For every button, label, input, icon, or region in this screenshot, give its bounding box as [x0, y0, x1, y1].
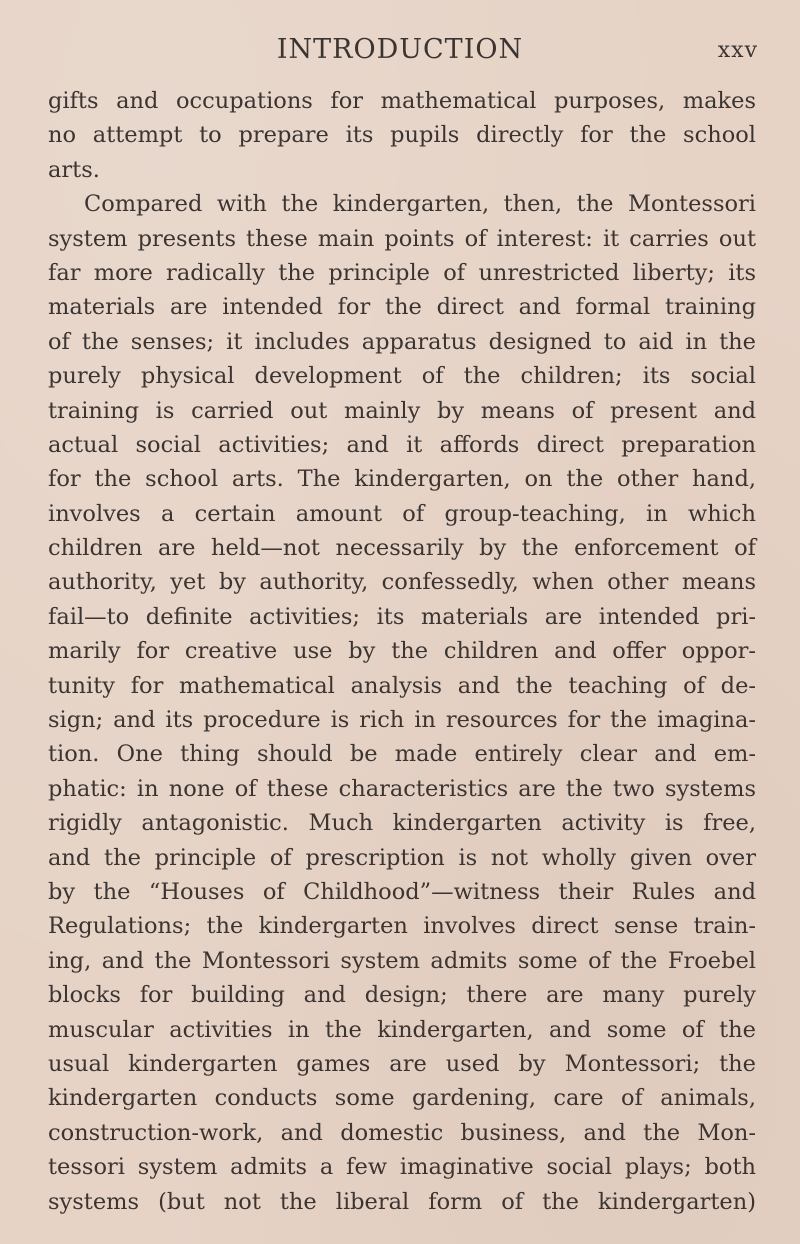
- text-line: phatic: in none of these characteristics are the two systems: [48, 775, 756, 802]
- text-line: arts.: [48, 156, 100, 183]
- text-line: far more radically the principle of unrestricted liberty; its: [48, 259, 756, 286]
- text-line: fail—to definite activities; its materials are intended pri-: [48, 603, 756, 630]
- text-line: and the principle of prescription is not wholly given over: [48, 844, 756, 871]
- text-line: usual kindergarten games are used by Montessori; the: [48, 1050, 756, 1077]
- text-line: materials are intended for the direct and formal training: [48, 294, 756, 321]
- text-line: system presents these main points of interest: it carries out: [48, 225, 756, 252]
- text-line: actual social activities; and it affords direct preparation: [48, 431, 756, 458]
- page-header: [0, 34, 800, 68]
- page-number: xxv: [717, 38, 758, 63]
- body-text: [48, 84, 756, 1219]
- text-line: marily for creative use by the children and offer oppor-: [48, 638, 756, 665]
- text-line: sign; and its procedure is rich in resources for the imagina-: [48, 707, 756, 734]
- text-line: Compared with the kindergarten, then, the Montessori: [84, 191, 756, 218]
- text-line: involves a certain amount of group-teaching, in which: [48, 500, 756, 527]
- text-line: no attempt to prepare its pupils directly for the school: [48, 122, 756, 149]
- text-line: tunity for mathematical analysis and the teaching of de-: [48, 672, 756, 699]
- text-line: purely physical development of the children; its social: [48, 363, 756, 390]
- running-head: INTRODUCTION: [276, 34, 524, 65]
- text-line: by the “Houses of Childhood”—witness their Rules and: [48, 878, 756, 905]
- text-line: ing, and the Montessori system admits some of the Froebel: [48, 947, 756, 974]
- text-line: for the school arts. The kindergarten, on the other hand,: [48, 466, 756, 493]
- text-line: muscular activities in the kindergarten, and some of the: [48, 1016, 756, 1043]
- text-line: authority, yet by authority, confessedly, when other means: [48, 569, 756, 596]
- text-line: blocks for building and design; there are many purely: [48, 982, 756, 1009]
- text-line: children are held—not necessarily by the enforcement of: [48, 535, 756, 562]
- text-line: tessori system admits a few imaginative social plays; both: [48, 1154, 756, 1181]
- text-line: gifts and occupations for mathematical purposes, makes: [48, 88, 756, 114]
- text-line: systems (but not the liberal form of the kindergarten): [48, 1188, 756, 1215]
- text-line: of the senses; it includes apparatus designed to aid in the: [48, 328, 756, 355]
- text-line: training is carried out mainly by means of present and: [48, 397, 756, 424]
- text-line: construction-work, and domestic business, and the Mon-: [48, 1119, 756, 1146]
- text-line: Regulations; the kindergarten involves direct sense train-: [48, 913, 756, 940]
- text-line: rigidly antagonistic. Much kindergarten activity is free,: [48, 810, 756, 837]
- text-line: tion. One thing should be made entirely clear and em-: [48, 741, 756, 768]
- text-line: kindergarten conducts some gardening, care of animals,: [48, 1085, 756, 1112]
